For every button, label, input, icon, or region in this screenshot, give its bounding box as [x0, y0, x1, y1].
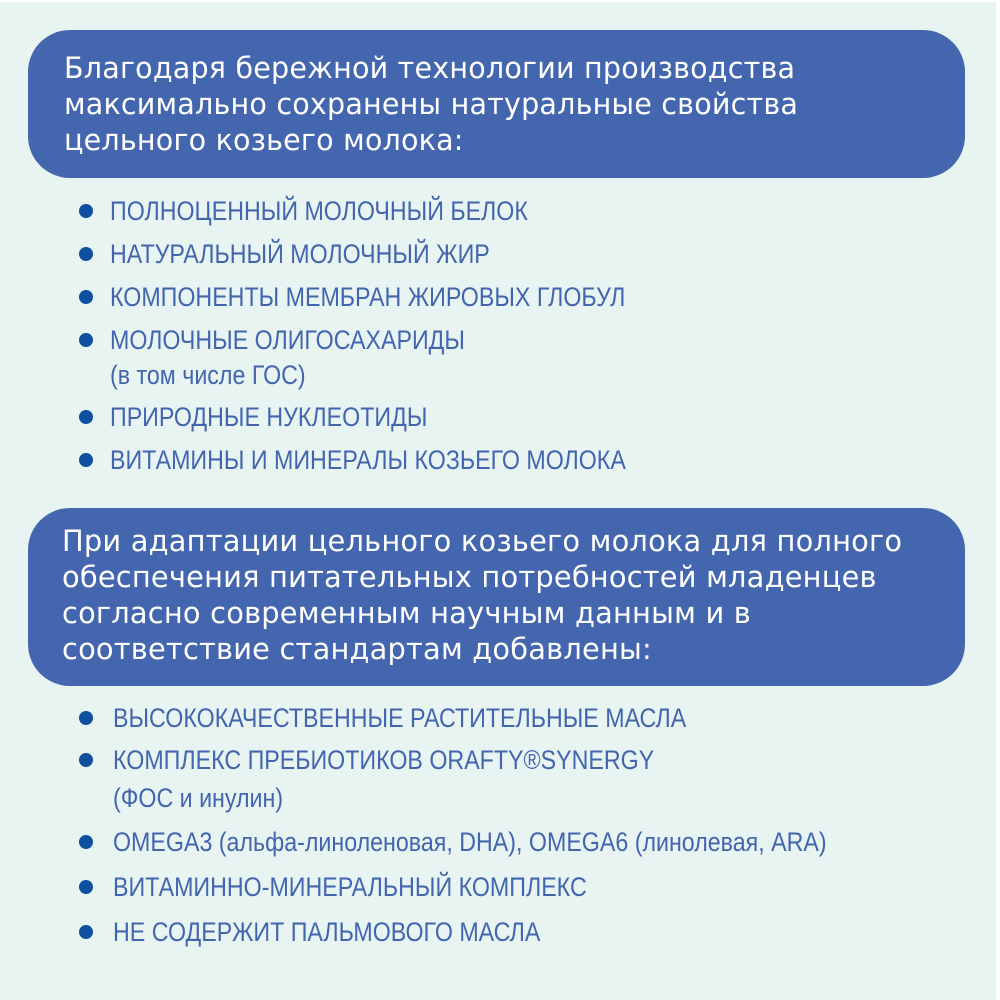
bullet-dot-icon [79, 453, 93, 467]
bullet-dot-icon [79, 410, 93, 424]
list-item-text: ВИТАМИНЫ И МИНЕРАЛЫ КОЗЬЕГО МОЛОКА [110, 445, 626, 475]
list-item-text: ВЫСОКОКАЧЕСТВЕННЫЕ РАСТИТЕЛЬНЫЕ МАСЛА [113, 703, 687, 733]
infographic-canvas [0, 2, 996, 1000]
section-2-heading-line: соответствие стандартам добавлены: [62, 632, 652, 666]
section-2-heading-line: согласно современным научным данным и в [62, 596, 751, 630]
section-1-heading-line: Благодаря бережной технологии производства [64, 51, 796, 85]
list-item-subtext: (ФОС и инулин) [113, 783, 284, 813]
bullet-dot-icon [79, 835, 93, 849]
bullet-dot-icon [79, 925, 93, 939]
list-item-text: ПОЛНОЦЕННЫЙ МОЛОЧНЫЙ БЕЛОК [110, 196, 528, 226]
list-item-text: КОМПЛЕКС ПРЕБИОТИКОВ ORAFTY®SYNERGY [113, 745, 655, 775]
section-1-heading-line: цельного козьего молока: [64, 123, 464, 157]
bullet-dot-icon [79, 711, 93, 725]
list-item-text: НАТУРАЛЬНЫЙ МОЛОЧНЫЙ ЖИР [110, 239, 490, 269]
bullet-dot-icon [79, 204, 93, 218]
list-item-text: OMEGA3 (альфа-линоленовая, DHA), OMEGA6 (линолевая, ARA) [113, 827, 827, 857]
list-item-text: КОМПОНЕНТЫ МЕМБРАН ЖИРОВЫХ ГЛОБУЛ [110, 282, 626, 312]
list-item-text: ВИТАМИННО-МИНЕРАЛЬНЫЙ КОМПЛЕКС [113, 872, 587, 902]
section-2-heading-line: обеспечения питательных потребностей младенцев [62, 560, 877, 594]
bullet-dot-icon [79, 333, 93, 347]
section-2-heading-line: При адаптации цельного козьего молока для полного [62, 524, 903, 558]
list-item-text: НЕ СОДЕРЖИТ ПАЛЬМОВОГО МАСЛА [113, 917, 541, 947]
bullet-dot-icon [79, 247, 93, 261]
bullet-dot-icon [79, 290, 93, 304]
list-item-text: МОЛОЧНЫЕ ОЛИГОСАХАРИДЫ [110, 325, 465, 355]
section-2-heading-panel [28, 508, 965, 686]
bullet-dot-icon [79, 753, 93, 767]
section-1-heading-panel [28, 30, 965, 178]
section-1-heading-line: максимально сохранены натуральные свойства [64, 87, 799, 121]
list-item-text: ПРИРОДНЫЕ НУКЛЕОТИДЫ [110, 402, 428, 432]
bullet-dot-icon [79, 880, 93, 894]
list-item-subtext: (в том числе ГОС) [110, 360, 306, 390]
